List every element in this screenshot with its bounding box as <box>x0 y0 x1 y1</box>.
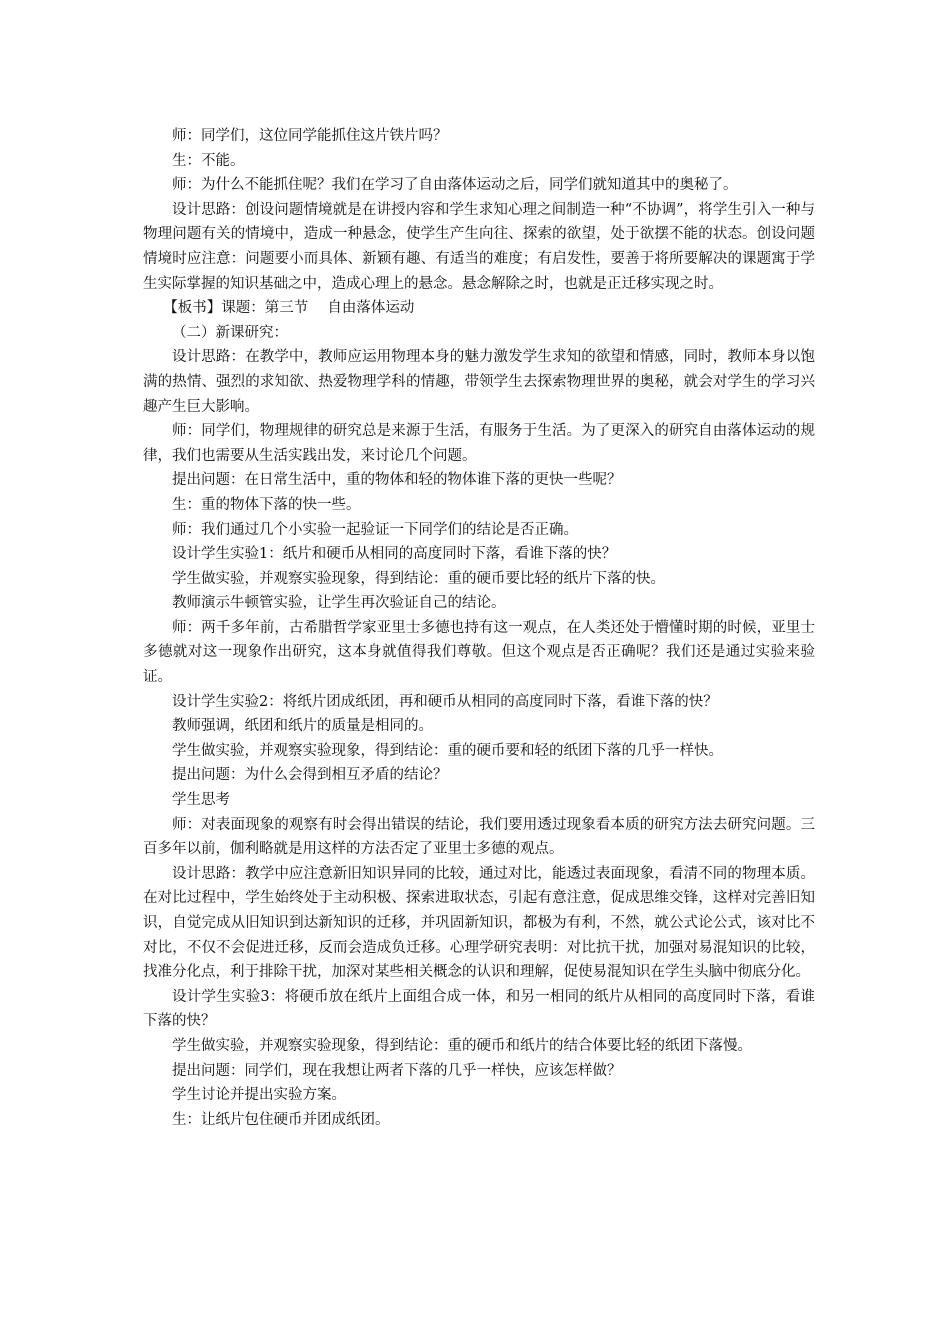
paragraph: 设计思路：教学中应注意新旧知识异同的比较，通过对比，能透过表面现象，看清不同的物理本质。在对比过程中，学生始终处于主动积极、探索进取状态，引起有意注意，促成思维交锋，这样对完善旧知识，自觉完成从旧知识到达新知识的迁移，并巩固新知识，都极为有利，不然，就公式论公式，该对比不对比，不仅不会促进迁移，反而会造成负迁移。心理学研究表明：对比抗干扰，加强对易混知识的比较，找准分化点，利于排除干扰，加深对某些相关概念的认识和理解，促使易混知识在学生头脑中彻底分化。 <box>143 865 815 981</box>
section-heading: （二）新课研究： <box>172 324 288 341</box>
paragraph: 师：同学们，物理规律的研究总是来源于生活，有服务于生活。为了更深入的研究自由落体运动的规律，我们也需要从生活实践出发，来讨论几个问题。 <box>143 423 815 464</box>
paragraph: 师：同学们，这位同学能抓住这片铁片吗？ <box>172 128 448 144</box>
paragraph: 学生做实验，并观察实验现象，得到结论：重的硬币要和轻的纸团下落的几乎一样快。 <box>172 742 723 759</box>
paragraph: 设计学生实验3：将硬币放在纸片上面组合成一体，和另一相同的纸片从相同的高度同时下落，看谁下落的快？ <box>143 988 815 1030</box>
paragraph: 学生做实验，并观察实验现象，得到结论：重的硬币要比轻的纸片下落的快。 <box>172 570 665 587</box>
paragraph: 教师强调，纸团和纸片的质量是相同的。 <box>172 718 433 735</box>
paragraph: 学生思考 <box>172 792 230 809</box>
paragraph: 师：两千多年前，古希腊哲学家亚里士多德也持有这一观点，在人类还处于懵懂时期的时候，亚里士多德就对这一现象作出研究，这本身就值得我们尊敬。但这个观点是否正确呢？我们还是通过实验来验证。 <box>143 619 815 686</box>
paragraph: 提出问题：在日常生活中，重的物体和轻的物体谁下落的更快一些呢？ <box>172 472 622 489</box>
paragraph: 设计思路：创设问题情境就是在讲授内容和学生求知心理之间制造一种“不协调”，将学生引入一种与物理问题有关的情境中，造成一种悬念，使学生产生向往、探索的欲望，处于欲摆不能的状态。创设问题情境时应注意：问题要小而具体、新颖有趣、有适当的难度；有启发性，要善于将所要解决的课题寓于学生实际掌握的知识基础之中，造成心理上的悬念。悬念解除之时，也就是正迁移实现之时。 <box>143 201 815 292</box>
paragraph: 生：不能。 <box>172 152 245 169</box>
paragraph: 学生讨论并提出实验方案。 <box>172 1087 346 1104</box>
paragraph: 设计学生实验1：纸片和硬币从相同的高度同时下落，看谁下落的快？ <box>172 546 617 563</box>
paragraph: 生：让纸片包住硬币并团成纸团。 <box>172 1111 390 1128</box>
paragraph: 师：我们通过几个小实验一起验证一下同学们的结论是否正确。 <box>172 521 578 538</box>
paragraph: 师：为什么不能抓住呢？我们在学习了自由落体运动之后，同学们就知道其中的奥秘了。 <box>172 177 738 194</box>
paragraph: 设计学生实验2：将纸片团成纸团，再和硬币从相同的高度同时下落，看谁下落的快？ <box>172 693 718 710</box>
paragraph: 生：重的物体下落的快一些。 <box>172 496 361 513</box>
paragraph: 提出问题：同学们，现在我想让两者下落的几乎一样快，应该怎样做？ <box>172 1062 622 1079</box>
paragraph: 提出问题：为什么会得到相互矛盾的结论？ <box>172 767 448 784</box>
blackboard-title: 【板书】课题：第三节 自由落体运动 <box>163 300 415 317</box>
document-page <box>143 124 815 1132</box>
paragraph: 学生做实验，并观察实验现象，得到结论：重的硬币和纸片的结合体要比轻的纸团下落慢。 <box>172 1037 752 1054</box>
paragraph: 教师演示牛顿管实验，让学生再次验证自己的结论。 <box>172 595 506 612</box>
paragraph: 师：对表面现象的观察有时会得出错误的结论，我们要用透过现象看本质的研究方法去研究问题。三百多年以前，伽利略就是用这样的方法否定了亚里士多德的观点。 <box>143 816 815 858</box>
paragraph: 设计思路：在教学中，教师应运用物理本身的魅力激发学生求知的欲望和情感，同时，教师本身以饱满的热情、强烈的求知欲、热爱物理学科的情趣，带领学生去探索物理世界的奥秘，就会对学生的学习兴趣产生巨大影响。 <box>143 349 815 415</box>
